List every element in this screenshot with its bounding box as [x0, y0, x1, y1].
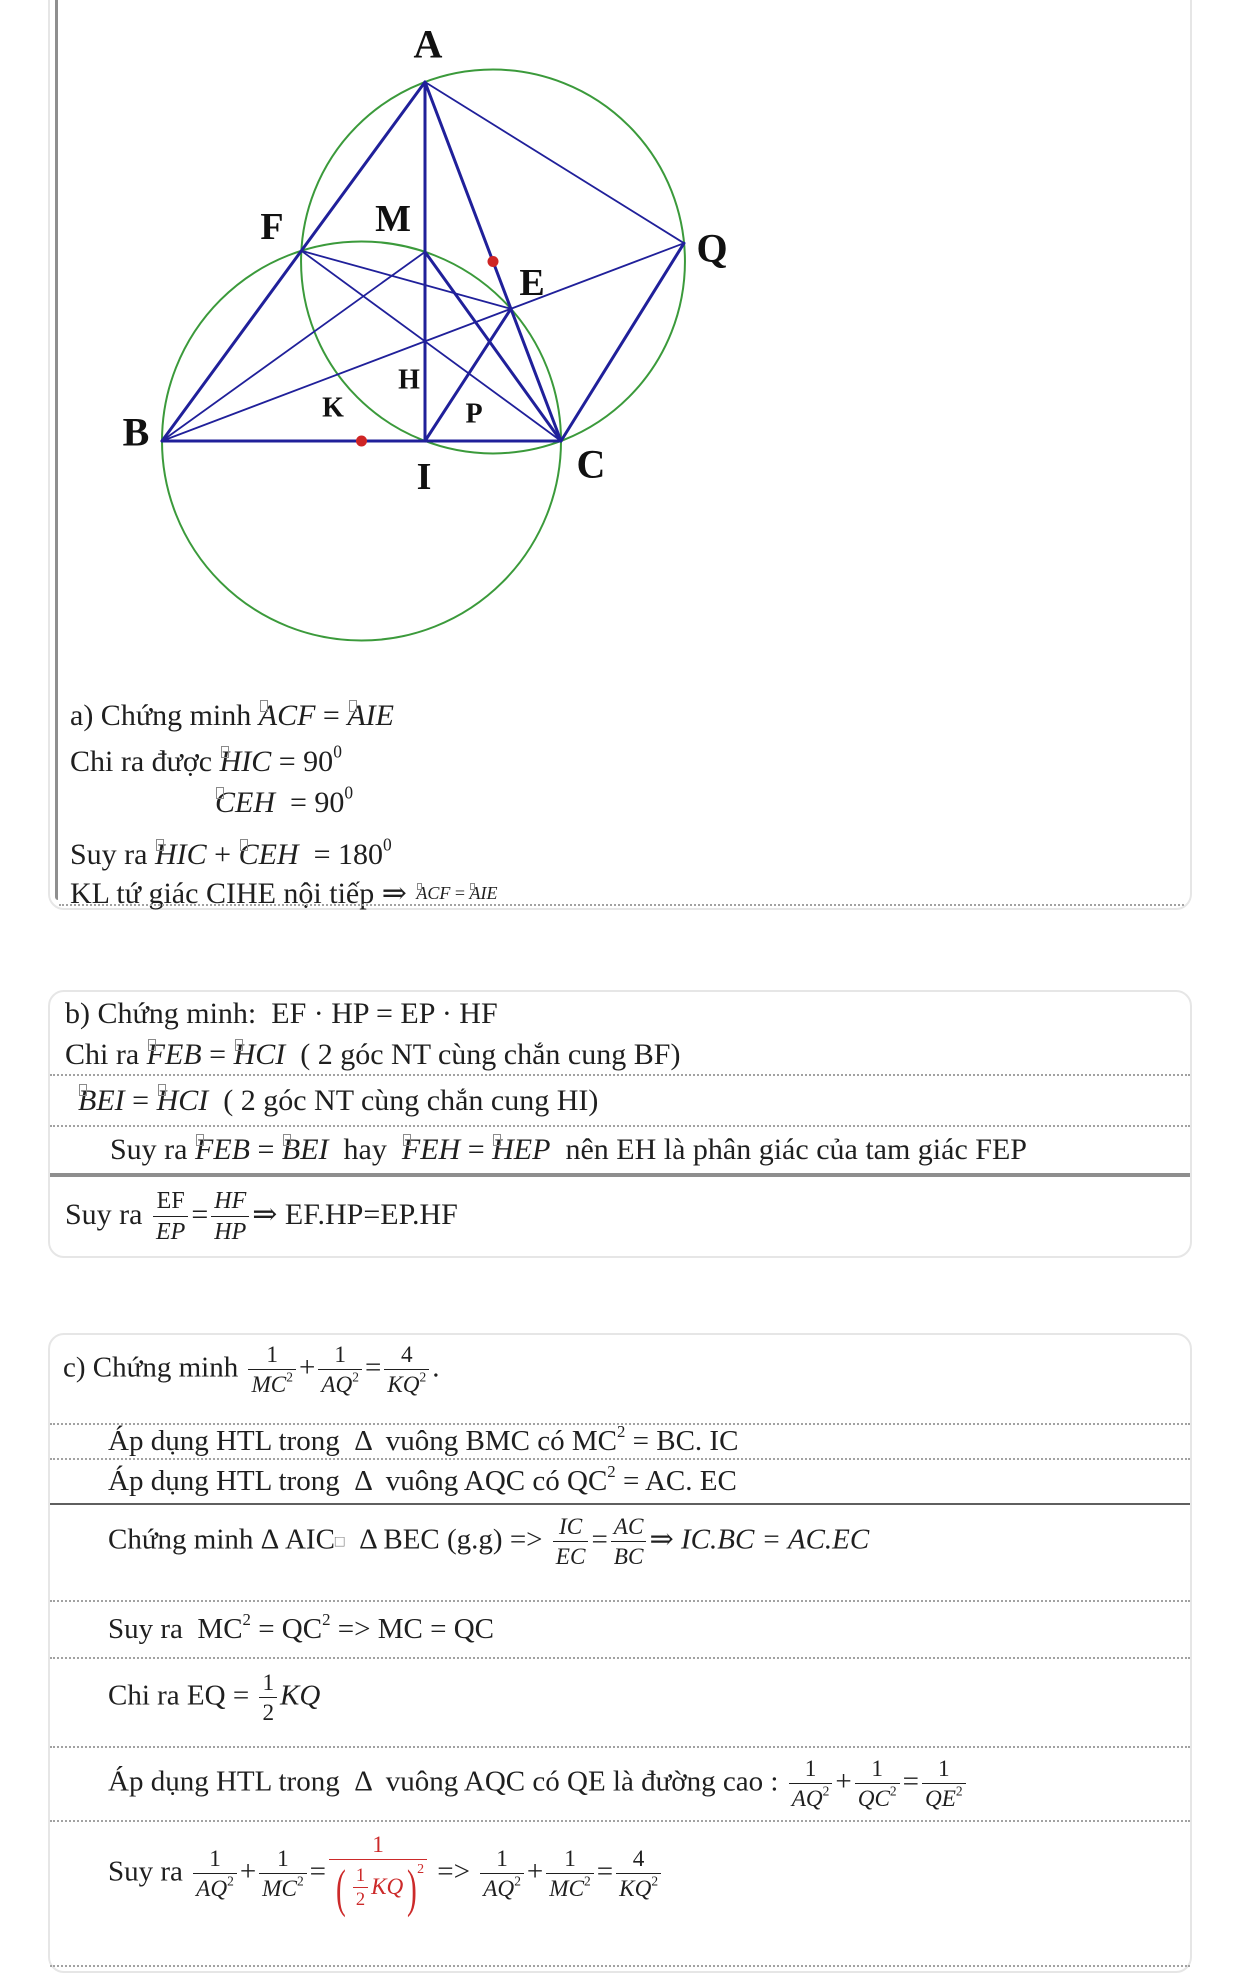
- solution-row: [50, 1036, 1190, 1076]
- segment-AB: [162, 82, 425, 441]
- angle-expression: [78, 1084, 125, 1118]
- solution-row: [50, 1127, 1190, 1177]
- fraction: [193, 1846, 237, 1902]
- fraction-numerator: [259, 1670, 277, 1698]
- solution-row: [50, 1460, 1190, 1505]
- row-content: [215, 782, 354, 820]
- fraction-denominator: [922, 1784, 966, 1812]
- fraction-denominator: [318, 1370, 362, 1398]
- superscript: 2: [227, 1873, 234, 1889]
- angle-expression: [492, 1133, 550, 1167]
- fraction-numerator: [789, 1756, 833, 1784]
- text-run: =: [364, 1351, 382, 1384]
- angle-expression: [234, 1038, 286, 1072]
- solution-row: [50, 1822, 1190, 1967]
- row-content: [108, 1514, 869, 1570]
- solution-row: [50, 1659, 1190, 1748]
- fraction: [789, 1756, 833, 1812]
- fraction: [353, 1866, 368, 1912]
- text-run: =: [315, 699, 348, 732]
- text-run: 4: [632, 1845, 645, 1872]
- text-run: 1: [871, 1756, 883, 1783]
- fraction-denominator: [611, 1542, 647, 1570]
- angle-name: CEH: [238, 838, 299, 871]
- superscript: 2: [296, 1873, 304, 1889]
- angle-expression: [347, 699, 394, 733]
- angle-name: FEB: [146, 1038, 202, 1071]
- fraction-denominator: [553, 1542, 589, 1570]
- angle-mark-icon: [349, 700, 357, 712]
- math-variable: QE: [925, 1786, 956, 1812]
- point-label-F: F: [260, 206, 284, 248]
- text-run: Suy ra: [110, 1133, 195, 1166]
- text-run: .: [432, 1351, 440, 1384]
- point-label-P: P: [465, 398, 483, 430]
- row-content: [110, 1133, 1027, 1167]
- text-run: = 90: [271, 745, 334, 778]
- parenthesized-group: [332, 1857, 425, 1918]
- solution-row: [50, 1602, 1190, 1659]
- text-run: Δ BEC (g.g) =>: [344, 1523, 550, 1556]
- text-run: KL tứ giác CIHE nội tiếp: [70, 876, 382, 910]
- text-run: 1: [938, 1756, 950, 1783]
- superscript: 2: [607, 1461, 616, 1481]
- left-parenthesis: (: [336, 1857, 346, 1918]
- point-label-C: C: [576, 441, 606, 487]
- fraction-numerator: [546, 1846, 594, 1874]
- angle-expression: [155, 838, 207, 872]
- solution-card-part-b: [48, 990, 1192, 1258]
- math-variable: EP: [156, 1218, 186, 1245]
- math-variable: KQ: [280, 1679, 321, 1712]
- fraction: [248, 1342, 296, 1398]
- solution-row: [70, 742, 342, 782]
- text-run: =: [249, 1133, 282, 1166]
- math-variable: AQ: [321, 1372, 353, 1398]
- fraction-numerator: [153, 1188, 188, 1217]
- angle-expression: [220, 745, 272, 779]
- point-label-I: I: [416, 456, 432, 498]
- math-variable: MC: [262, 1875, 297, 1902]
- row-content: [70, 834, 392, 872]
- solution-row: [70, 835, 392, 875]
- row-content: [108, 1461, 737, 1498]
- math-variable: MC: [549, 1875, 585, 1902]
- math-variable: HF: [214, 1187, 247, 1214]
- segment-BQ: [162, 243, 684, 441]
- angle-expression: [402, 1133, 460, 1167]
- angle-name: FEH: [401, 1133, 461, 1166]
- row-content: [63, 1342, 440, 1398]
- row-content: [108, 1756, 969, 1812]
- parenthesized-body: [350, 1866, 404, 1912]
- text-run: 1: [564, 1845, 576, 1872]
- text-run: Áp dụng HTL trong Δ vuông BMC có MC: [108, 1425, 617, 1457]
- angle-name: FEB: [195, 1133, 250, 1166]
- segment-BM: [162, 252, 425, 441]
- text-run: =>: [430, 1855, 478, 1888]
- fraction: [153, 1188, 188, 1246]
- solution-row: [70, 696, 394, 736]
- row-content: [108, 1670, 320, 1726]
- angle-mark-icon: [417, 883, 422, 890]
- fraction-denominator: [211, 1217, 249, 1246]
- text-run: 1: [372, 1831, 384, 1858]
- text-run: 1: [334, 1342, 346, 1369]
- text-run: 1: [804, 1756, 817, 1783]
- solution-row: [50, 1505, 1190, 1602]
- solution-row: [50, 1076, 1190, 1127]
- angle-name: HIC: [219, 745, 272, 778]
- text-run: =: [460, 1133, 493, 1166]
- fraction: [855, 1756, 900, 1812]
- superscript: 2: [352, 1369, 359, 1385]
- segment-AQ: [425, 82, 684, 243]
- fraction: [546, 1846, 594, 1902]
- angle-name: ACF: [258, 699, 316, 732]
- text-run: ( 2 góc NT cùng chắn cung HI): [208, 1083, 599, 1117]
- angle-mark-icon: [240, 839, 248, 851]
- text-run: ⇒: [649, 1523, 681, 1556]
- text-run: Suy ra MC: [108, 1613, 243, 1645]
- fraction: [384, 1342, 429, 1398]
- text-run: +: [298, 1351, 316, 1384]
- text-run: Áp dụng HTL trong Δ vuông AQC có QE là đường cao :: [108, 1765, 786, 1798]
- fraction-denominator: [248, 1370, 296, 1398]
- math-variable: HP: [214, 1218, 247, 1245]
- figure-circles: [162, 70, 685, 641]
- row-content: [78, 1084, 598, 1118]
- center-dot-BC: [356, 436, 367, 447]
- fraction: [259, 1670, 277, 1726]
- math-variable: AQ: [483, 1875, 515, 1902]
- superscript: 2: [286, 1369, 293, 1385]
- fraction-numerator: [855, 1756, 900, 1784]
- superscript: 2: [584, 1873, 591, 1889]
- solution-card-part-c: [48, 1333, 1192, 1973]
- angle-mark-icon: [283, 1134, 291, 1146]
- solution-row-header: [50, 1335, 1190, 1425]
- text-run: EF: [156, 1187, 185, 1214]
- angle-expression: [416, 883, 450, 904]
- text-run: = QC: [250, 1613, 323, 1645]
- text-run: =: [201, 1038, 234, 1071]
- fraction-denominator: [855, 1784, 900, 1812]
- text-run: 1: [209, 1845, 221, 1872]
- superscript: 2: [417, 1861, 425, 1877]
- text-run: c) Chứng minh: [63, 1351, 246, 1384]
- angle-name: CEH: [215, 786, 275, 819]
- point-label-H: H: [398, 364, 420, 396]
- segment-QC: [561, 243, 684, 441]
- fraction-numerator: [616, 1846, 661, 1874]
- fraction-numerator: [248, 1342, 296, 1370]
- text-run: =: [450, 882, 470, 903]
- angle-expression: [239, 838, 299, 872]
- text-run: ⇒ EF.HP=EP.HF: [252, 1197, 458, 1231]
- text-run: Áp dụng HTL trong Δ vuông AQC có QC: [108, 1465, 608, 1497]
- text-run: Chi ra EQ =: [108, 1679, 257, 1712]
- fraction-numerator: [211, 1188, 249, 1217]
- text-run: 1: [262, 1669, 275, 1696]
- text-run: 2: [355, 1889, 366, 1911]
- math-variable: MC: [251, 1372, 287, 1398]
- math-variable: AQ: [791, 1786, 823, 1812]
- solution-row-header: [50, 992, 1190, 1036]
- text-run: = 90: [275, 786, 345, 819]
- angle-expression: [470, 883, 498, 904]
- math-variable: KQ: [387, 1372, 420, 1398]
- text-run: Chứng minh Δ AIC: [108, 1523, 335, 1556]
- text-run: +: [206, 838, 239, 871]
- angle-mark-icon: [148, 1039, 156, 1051]
- math-variable: AC: [613, 1513, 644, 1540]
- solution-row: [215, 783, 353, 823]
- angle-name: ACF: [416, 882, 451, 903]
- fraction-denominator: [259, 1874, 307, 1902]
- solution-row-conclusion: [70, 873, 498, 913]
- math-variable: AQ: [196, 1875, 228, 1902]
- row-content: [65, 1188, 458, 1246]
- solution-row: [50, 1748, 1190, 1822]
- math-variable: KQ: [619, 1875, 652, 1902]
- angle-name: AIE: [347, 699, 394, 732]
- angle-expression: [215, 786, 275, 820]
- point-label-B: B: [122, 409, 150, 455]
- text-run: 4: [401, 1342, 413, 1369]
- row-content: [70, 741, 342, 779]
- angle-mark-icon: [156, 839, 164, 851]
- row-content: [70, 699, 394, 733]
- text-run: 1: [496, 1845, 508, 1872]
- text-run: =: [596, 1855, 614, 1888]
- text-run: 2: [262, 1699, 275, 1726]
- text-run: => MC = QC: [330, 1613, 494, 1645]
- fraction-numerator: [553, 1514, 589, 1542]
- angle-name: HEP: [492, 1133, 551, 1166]
- text-run: ⇒: [381, 876, 415, 910]
- math-variable: QC: [857, 1786, 890, 1812]
- superscript: 2: [955, 1783, 963, 1799]
- fraction-denominator: [789, 1784, 833, 1812]
- text-run: a) Chứng minh: [70, 699, 259, 732]
- math-variable: IC: [559, 1513, 583, 1540]
- text-run: ( 2 góc NT cùng chắn cung BF): [285, 1038, 681, 1071]
- fraction-denominator: [153, 1217, 188, 1246]
- row-divider-dotted: [59, 904, 1184, 906]
- angle-mark-icon: [196, 1134, 204, 1146]
- angle-mark-icon: [79, 1084, 87, 1096]
- fraction: [922, 1756, 966, 1812]
- row-content: [108, 1421, 739, 1458]
- fraction-denominator: [546, 1874, 594, 1902]
- angle-mark-icon: [235, 1039, 243, 1051]
- angle-name: HCI: [233, 1038, 286, 1071]
- angle-name: HIC: [155, 838, 207, 871]
- text-run: b) Chứng minh: EF · HP = EP · HF: [65, 997, 498, 1030]
- angle-name: AIE: [469, 882, 498, 903]
- text-run: = AC. EC: [615, 1465, 737, 1497]
- text-run: hay: [328, 1133, 402, 1166]
- text-run: +: [239, 1855, 257, 1888]
- angle-mark-icon: [158, 1084, 166, 1096]
- math-variable: IC.BC = AC.EC: [681, 1523, 870, 1556]
- row-content: [108, 1609, 494, 1646]
- angle-expression: [259, 699, 316, 733]
- fraction: [611, 1514, 647, 1570]
- text-run: Chi ra: [65, 1038, 147, 1071]
- superscript: 0: [344, 782, 354, 803]
- text-run: = 180: [298, 838, 384, 871]
- fraction: [616, 1846, 661, 1902]
- conclusion-math: [416, 883, 497, 904]
- fraction-numerator: [329, 1832, 427, 1860]
- fraction-denominator: [480, 1874, 524, 1902]
- fraction-numerator: [193, 1846, 237, 1874]
- row-content: [65, 997, 498, 1031]
- fraction-numerator: [384, 1342, 429, 1370]
- superscript: 2: [419, 1369, 427, 1385]
- similar-symbol-glyph: □: [334, 1532, 345, 1550]
- figure-segments: [162, 82, 684, 441]
- text-run: Suy ra: [70, 838, 155, 871]
- fraction: [318, 1342, 362, 1398]
- fraction: [329, 1831, 427, 1918]
- angle-mark-icon: [221, 746, 229, 758]
- text-run: Suy ra: [108, 1855, 191, 1888]
- point-label-E: E: [519, 262, 545, 304]
- fraction-denominator: [329, 1857, 427, 1918]
- text-run: =: [902, 1765, 919, 1798]
- fraction: [553, 1514, 589, 1570]
- point-label-K: K: [322, 392, 344, 424]
- angle-expression: [157, 1084, 209, 1118]
- point-label-M: M: [375, 198, 411, 240]
- fraction-numerator: [318, 1342, 362, 1370]
- superscript: 0: [333, 741, 342, 762]
- angle-expression: [195, 1133, 250, 1167]
- fraction-numerator: [259, 1846, 307, 1874]
- superscript: 0: [383, 834, 392, 855]
- fraction-denominator: [353, 1888, 368, 1911]
- superscript: 2: [242, 1609, 251, 1629]
- row-content: [65, 1038, 680, 1072]
- solution-row: [50, 1421, 1190, 1460]
- text-run: =: [124, 1083, 157, 1117]
- point-label-Q: Q: [696, 225, 728, 271]
- fraction: [211, 1188, 249, 1246]
- fraction-denominator: [259, 1698, 277, 1726]
- text-run: Suy ra: [65, 1197, 150, 1231]
- text-run: +: [526, 1855, 544, 1888]
- superscript: 2: [514, 1873, 521, 1889]
- text-run: 1: [266, 1342, 279, 1369]
- angle-mark-icon: [470, 883, 475, 890]
- fraction: [259, 1846, 307, 1902]
- fraction-denominator: [193, 1874, 237, 1902]
- angle-mark-icon: [403, 1134, 411, 1146]
- fraction-numerator: [353, 1866, 368, 1889]
- center-dot-AC: [488, 256, 499, 267]
- angle-mark-icon: [260, 700, 268, 712]
- text-run: 1: [355, 1864, 366, 1886]
- angle-name: BEI: [78, 1083, 125, 1117]
- fraction-denominator: [616, 1874, 661, 1902]
- superscript: 2: [889, 1783, 897, 1799]
- text-run: =: [309, 1855, 327, 1888]
- solution-row: [50, 1177, 1190, 1256]
- superscript: 2: [322, 1609, 331, 1629]
- math-variable: EC: [555, 1543, 586, 1570]
- text-run: Chi ra được: [70, 745, 220, 778]
- fraction-numerator: [922, 1756, 966, 1784]
- angle-expression: [282, 1133, 329, 1167]
- angle-mark-icon: [493, 1134, 501, 1146]
- row-content: [108, 1831, 664, 1918]
- superscript: 2: [822, 1783, 830, 1799]
- fraction: [480, 1846, 524, 1902]
- point-label-A: A: [413, 21, 443, 67]
- angle-expression: [147, 1038, 202, 1072]
- right-parenthesis: ): [407, 1857, 418, 1918]
- text-run: =: [191, 1197, 209, 1231]
- text-run: = BC. IC: [625, 1425, 739, 1457]
- geometry-figure: [0, 0, 1242, 660]
- math-variable: KQ: [371, 1873, 404, 1900]
- fraction-numerator: [480, 1846, 524, 1874]
- text-run: 1: [277, 1845, 289, 1872]
- angle-name: BEI: [281, 1133, 329, 1166]
- text-run: nên EH là phân giác của tam giác FEP: [550, 1133, 1027, 1166]
- fraction-numerator: [611, 1514, 647, 1542]
- math-variable: BC: [613, 1543, 644, 1570]
- angle-name: HCI: [156, 1083, 209, 1117]
- superscript: 2: [616, 1421, 626, 1441]
- fraction-denominator: [384, 1370, 429, 1398]
- text-run: +: [835, 1765, 852, 1798]
- superscript: 2: [651, 1873, 659, 1889]
- text-run: =: [591, 1523, 608, 1556]
- angle-mark-icon: [216, 787, 224, 799]
